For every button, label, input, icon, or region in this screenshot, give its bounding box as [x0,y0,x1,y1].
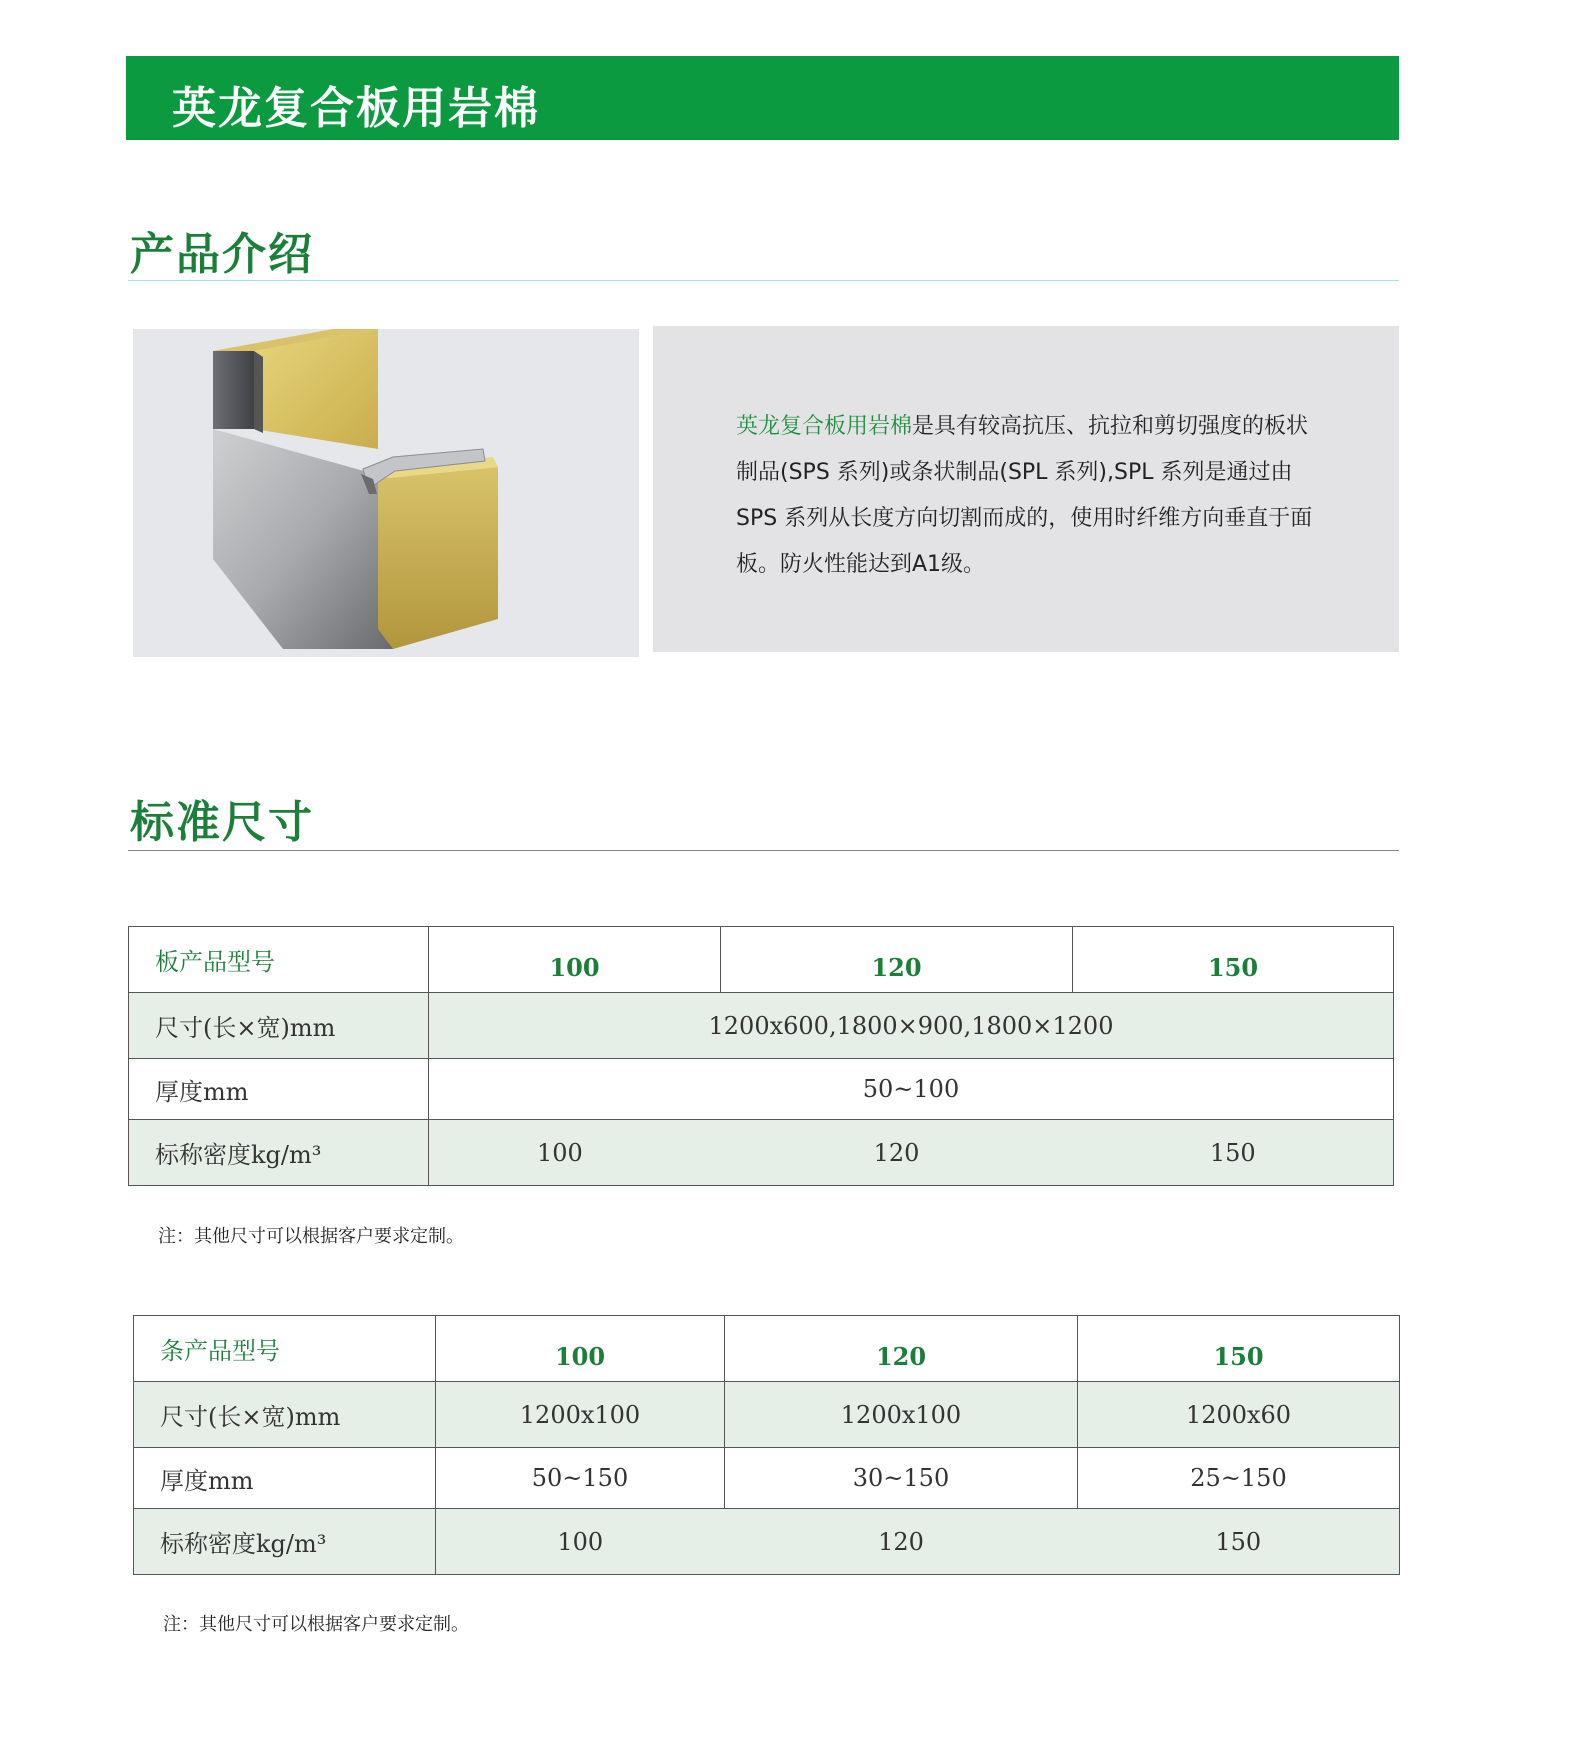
table-row [129,1120,1394,1186]
board-model-120: 120 [721,927,1073,993]
strip-size-120: 1200x100 [725,1382,1078,1448]
sizes-divider [128,850,1399,851]
table-row [129,993,1394,1059]
product-photo [133,329,639,657]
board-density-100: 100 [429,1120,721,1186]
strip-density-120: 120 [725,1509,1078,1575]
board-thickness-value: 50~100 [429,1059,1394,1120]
sandwich-panel-illustration [133,329,639,657]
board-density-label: 标称密度kg/m³ [129,1120,429,1186]
strip-thickness-120: 30~150 [725,1448,1078,1509]
board-model-150: 150 [1073,927,1394,993]
board-model-100: 100 [429,927,721,993]
strip-thickness-100: 50~150 [436,1448,725,1509]
strip-density-100: 100 [436,1509,725,1575]
board-density-120: 120 [721,1120,1073,1186]
intro-description-box [653,326,1399,652]
board-density-150: 150 [1073,1120,1394,1186]
product-name-highlight: 英龙复合板用岩棉 [736,414,913,439]
strip-size-150: 1200x60 [1078,1382,1400,1448]
strip-density-150: 150 [1078,1509,1400,1575]
table-row [134,1509,1400,1575]
table-row [134,1448,1400,1509]
board-size-label: 尺寸(长×宽)mm [129,993,429,1059]
sizes-heading: 标准尺寸 [130,797,314,848]
table-row [129,1059,1394,1120]
title-banner [126,56,1399,140]
strip-table-note: 注：其他尺寸可以根据客户要求定制。 [163,1614,469,1635]
strip-spec-table [133,1315,1400,1575]
intro-description [736,404,1316,588]
board-table-note: 注：其他尺寸可以根据客户要求定制。 [158,1226,464,1247]
board-thickness-label: 厚度mm [129,1059,429,1120]
table-row [129,927,1394,993]
table-row [134,1316,1400,1382]
board-size-value: 1200x600,1800×900,1800×1200 [429,993,1394,1059]
strip-model-150: 150 [1078,1316,1400,1382]
intro-divider [128,280,1399,281]
strip-model-100: 100 [436,1316,725,1382]
intro-heading: 产品介绍 [130,229,314,280]
board-spec-table [128,926,1394,1186]
strip-model-120: 120 [725,1316,1078,1382]
intro-body: 是具有较高抗压、抗拉和剪切强度的板状制品(SPS 系列)或条状制品(SPL 系列),SPL 系列是通过由SPS 系列从长度方向切割而成的，使用时纤维方向垂直于面板。防火性能达到A1级。 [736,414,1313,577]
board-header-label: 板产品型号 [129,927,429,993]
table-row [134,1382,1400,1448]
strip-header-label: 条产品型号 [134,1316,436,1382]
page-title: 英龙复合板用岩棉 [172,83,540,134]
strip-thickness-label: 厚度mm [134,1448,436,1509]
strip-thickness-150: 25~150 [1078,1448,1400,1509]
strip-density-label: 标称密度kg/m³ [134,1509,436,1575]
strip-size-label: 尺寸(长×宽)mm [134,1382,436,1448]
strip-size-100: 1200x100 [436,1382,725,1448]
